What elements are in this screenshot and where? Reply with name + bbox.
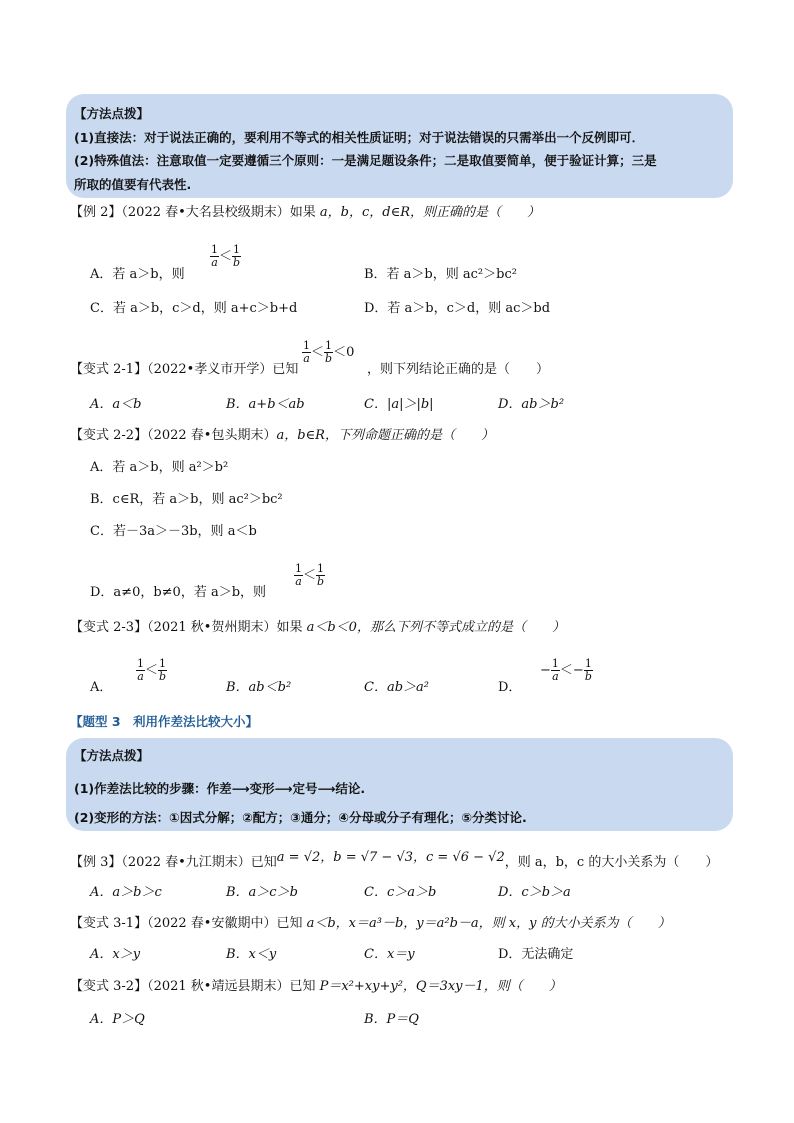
fraction: $\frac{1}{a}$ xyxy=(551,657,559,683)
variant-2-1-option-c[interactable] xyxy=(364,397,434,413)
variant-2-3-option-d[interactable] xyxy=(498,680,521,696)
method-line-2: (2)特殊值法：注意取值一定要遵循三个原则：一是满足题设条件；二是取值要简单，便于验证计算；三是 xyxy=(74,153,657,168)
variant-2-2-option-b[interactable] xyxy=(90,492,283,508)
option-label: B．ab＜b² xyxy=(226,680,292,695)
question-tag: 【例 3】 xyxy=(70,855,122,870)
method-line-1: (1)直接法：对于说法正确的，要利用不等式的相关性质证明；对于说法错误的只需举出一个反例即可． xyxy=(74,130,645,145)
question-tag: 【变式 3-2】 xyxy=(70,979,148,994)
method-box-1 xyxy=(66,94,733,198)
example-2-stem xyxy=(70,205,540,221)
section-3-heading: 【题型 3 利用作差法比较大小】 xyxy=(70,714,259,729)
fraction: $\frac{1}{b}$ xyxy=(584,657,592,683)
question-condition: P＝x²+xy+y²，Q＝3xy－1，则（ ） xyxy=(315,979,562,994)
option-label: A．若 a＞b，则 a²＞b² xyxy=(90,460,229,475)
question-tag: 【变式 2-3】 xyxy=(70,620,148,635)
example-2-option-b[interactable] xyxy=(364,267,517,283)
question-tag: 【变式 2-1】 xyxy=(70,362,148,377)
fraction: $\frac{1}{a}$ xyxy=(303,339,310,365)
example-2-option-d[interactable] xyxy=(364,301,550,317)
fraction: $\frac{1}{a}$ xyxy=(211,243,218,269)
variant-3-2-option-b[interactable] xyxy=(364,1012,419,1028)
variant-2-1-option-d[interactable] xyxy=(498,397,564,413)
variant-2-3-option-c[interactable] xyxy=(364,680,429,696)
fraction: $\frac{1}{b}$ xyxy=(317,562,325,588)
option-label: B．c∈R，若 a＞b，则 ac²＞bc² xyxy=(90,492,283,507)
method-box-title: 【方法点拨】 xyxy=(74,748,150,763)
fraction: $\frac{1}{b}$ xyxy=(233,243,241,269)
question-condition: a＜b，x＝a³－b，y＝a²b－a，则 x，y 的大小关系为（ ） xyxy=(302,916,671,931)
variant-3-1-option-d[interactable] xyxy=(498,947,573,963)
option-label: B．x＜y xyxy=(226,947,277,962)
option-label: D．无法确定 xyxy=(498,947,574,962)
option-label: D． xyxy=(498,680,522,695)
variant-2-1-option-b[interactable] xyxy=(226,397,305,413)
fraction: $\frac{1}{b}$ xyxy=(325,339,333,365)
variant-2-1-formula xyxy=(302,340,354,365)
fraction: $\frac{1}{a}$ xyxy=(137,657,144,683)
question-condition: a，b，c，d∈R，则正确的是（ ） xyxy=(315,205,541,220)
question-source: （2022•孝义市开学）已知 xyxy=(147,362,299,377)
option-label: B．a+b＜ab xyxy=(226,397,305,412)
variant-2-1-option-a[interactable] xyxy=(90,397,141,413)
less-than: ＜ xyxy=(145,663,159,678)
fraction: $\frac{1}{b}$ xyxy=(159,657,167,683)
option-label: C．若－3a＞－3b，则 a＜b xyxy=(90,524,257,539)
example-3-option-b[interactable] xyxy=(226,885,298,901)
example-3-option-c[interactable] xyxy=(364,885,436,901)
option-label: A．a＜b xyxy=(90,397,142,412)
question-tag: 【变式 3-1】 xyxy=(70,916,148,931)
minus-sign: − xyxy=(540,663,551,678)
question-source: （2022 春•包头期末） xyxy=(147,428,277,443)
variant-3-1-option-b[interactable] xyxy=(226,947,276,963)
less-than-zero: ＜0 xyxy=(333,345,355,360)
variant-2-2-option-c[interactable] xyxy=(90,524,257,540)
example-2-option-a[interactable] xyxy=(90,267,185,283)
option-label: A．a＞b＞c xyxy=(90,885,162,900)
variant-2-3-option-a-formula xyxy=(136,658,167,683)
option-label: D．a≠0，b≠0，若 a＞b，则 xyxy=(90,585,267,600)
variant-3-1-option-c[interactable] xyxy=(364,947,415,963)
method-line-1: (1)作差法比较的步骤：作差⟶变形⟶定号⟶结论. xyxy=(74,781,366,796)
example-3-option-d[interactable] xyxy=(498,885,571,901)
question-source: （2022 春•九江期末）已知 xyxy=(121,855,277,870)
option-label: C．x＝y xyxy=(364,947,415,962)
question-condition: a＜b＜0，那么下列不等式成立的是（ ） xyxy=(302,620,565,635)
variant-3-2-stem xyxy=(70,979,562,995)
variant-3-1-stem xyxy=(70,916,671,932)
fraction: $\frac{1}{a}$ xyxy=(295,562,302,588)
method-box-title: 【方法点拨】 xyxy=(74,106,150,121)
comparison-expression: a = √2，b = √7 − √3，c = √6 − √2 xyxy=(276,850,505,865)
minus-sign: − xyxy=(572,663,584,678)
option-label: D．ab＞b² xyxy=(498,397,565,412)
question-tail: ，则下列结论正确的是（ ） xyxy=(367,362,550,377)
option-label: D．若 a＞b，c＞d，则 ac＞bd xyxy=(364,301,551,316)
question-source: （2021 秋•贺州期末）如果 xyxy=(147,620,303,635)
variant-2-2-option-d[interactable] xyxy=(90,585,266,601)
question-tag: 【变式 2-2】 xyxy=(70,428,148,443)
option-label: A．x＞y xyxy=(90,947,141,962)
option-label: B．P＝Q xyxy=(364,1012,419,1027)
option-label: C．ab＞a² xyxy=(364,680,429,695)
option-label: C．|a|＞|b| xyxy=(364,397,434,412)
variant-2-3-option-a[interactable] xyxy=(90,680,112,696)
option-label: A．若 a＞b，则 xyxy=(90,267,185,282)
example-2-option-a-formula xyxy=(210,244,241,269)
variant-2-1-tail xyxy=(367,362,549,378)
variant-2-3-option-d-formula xyxy=(540,658,593,683)
example-3-stem xyxy=(70,850,719,871)
variant-3-1-option-a[interactable] xyxy=(90,947,140,963)
less-than: ＜ xyxy=(311,345,325,360)
question-source: （2022 春•安徽期中）已知 xyxy=(147,916,303,931)
option-label: A．P＞Q xyxy=(90,1012,145,1027)
variant-2-2-stem xyxy=(70,428,494,444)
variant-2-2-option-a[interactable] xyxy=(90,460,228,476)
variant-2-3-option-b[interactable] xyxy=(226,680,291,696)
less-than: ＜ xyxy=(219,249,233,264)
question-source: （2022 春•大名县校级期末）如果 xyxy=(121,205,316,220)
question-condition: a，b∈R，下列命题正确的是（ ） xyxy=(276,428,494,443)
variant-2-3-stem xyxy=(70,620,565,636)
variant-3-2-option-a[interactable] xyxy=(90,1012,145,1028)
question-source: （2021 秋•靖远县期末）已知 xyxy=(147,979,316,994)
less-than: ＜ xyxy=(303,568,317,583)
option-label: B．a＞c＞b xyxy=(226,885,298,900)
example-2-option-c[interactable] xyxy=(90,301,297,317)
method-box-2 xyxy=(66,738,733,831)
method-line-2: (2)变形的方法：①因式分解；②配方；③通分；④分母或分子有理化；⑤分类讨论. xyxy=(74,810,527,825)
option-label: C．c＞a＞b xyxy=(364,885,437,900)
option-label: B．若 a＞b，则 ac²＞bc² xyxy=(364,267,517,282)
question-tail: ，则 a，b，c 的大小关系为（ ） xyxy=(504,855,719,870)
variant-2-2-option-d-formula xyxy=(294,563,325,588)
variant-2-1-stem xyxy=(70,362,298,378)
question-tag: 【例 2】 xyxy=(70,205,122,220)
example-3-option-a[interactable] xyxy=(90,885,162,901)
option-label: D．c＞b＞a xyxy=(498,885,571,900)
option-label: A． xyxy=(90,680,113,695)
option-label: C．若 a＞b，c＞d，则 a+c＞b+d xyxy=(90,301,298,316)
less-than: ＜ xyxy=(559,663,573,678)
method-line-3: 所取的值要有代表性. xyxy=(74,177,192,192)
